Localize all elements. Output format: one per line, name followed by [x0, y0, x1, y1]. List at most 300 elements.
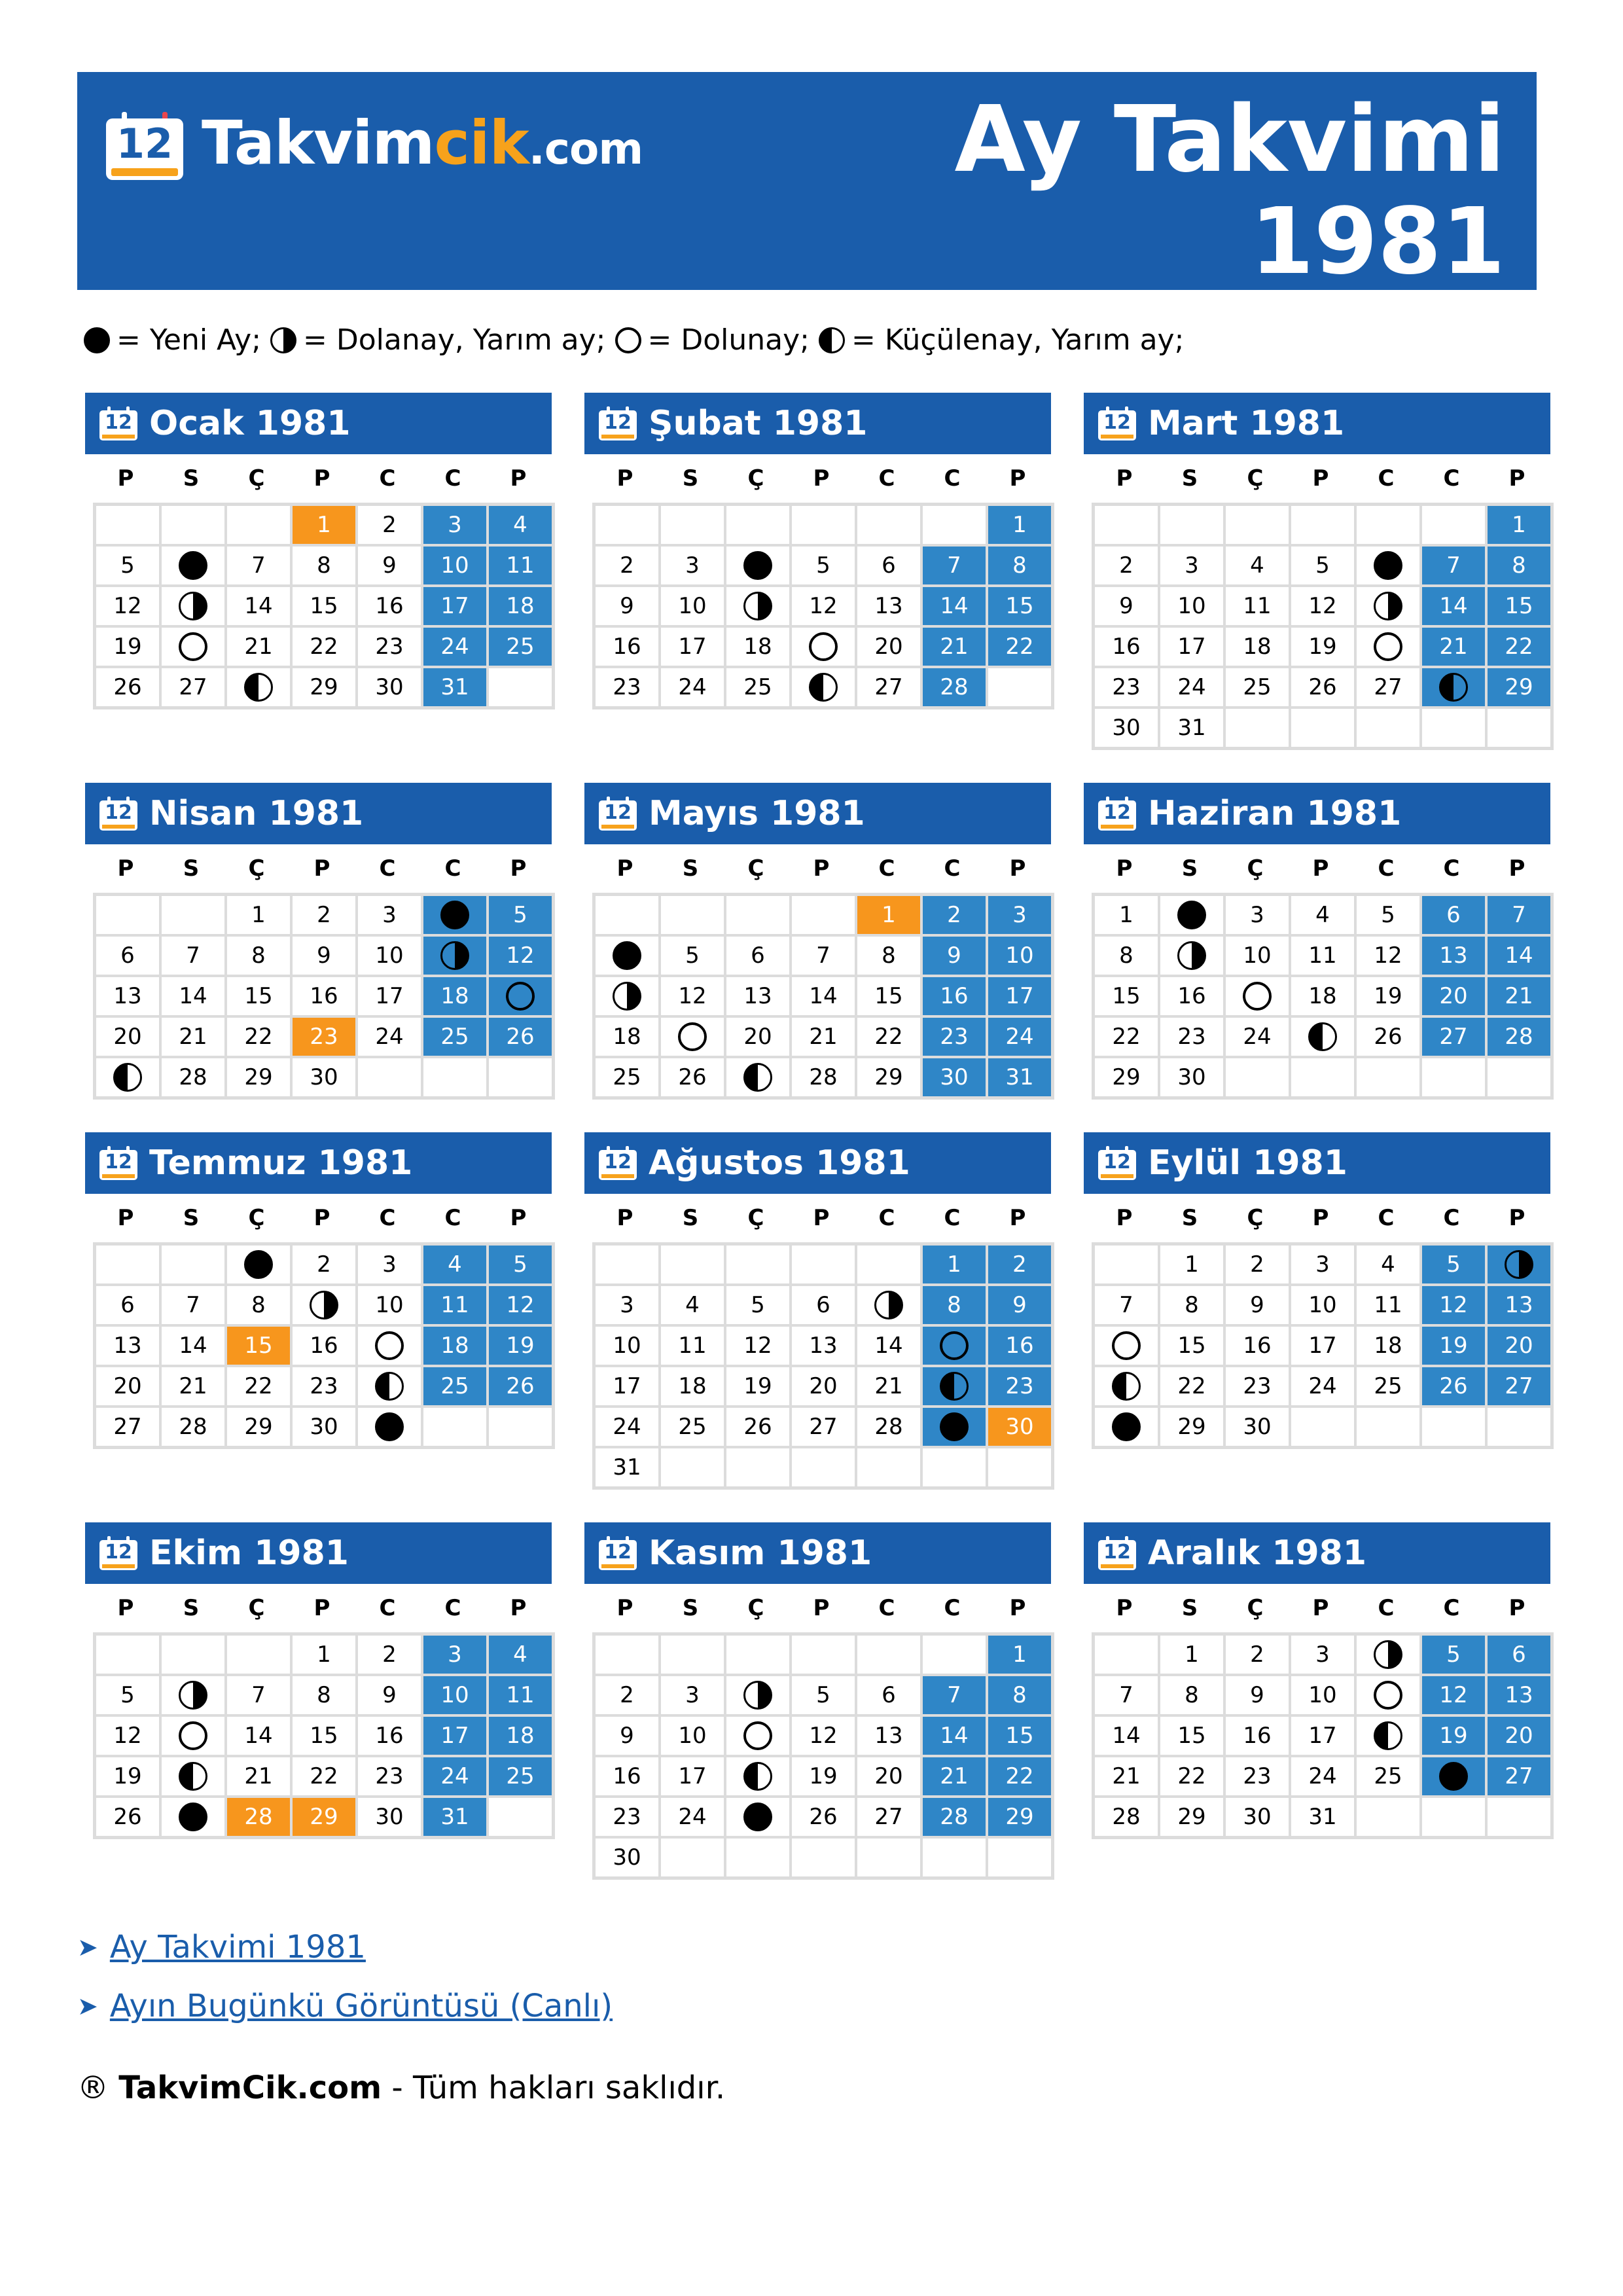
- empty-cell: [594, 505, 660, 545]
- day-cell: 17: [1159, 626, 1224, 667]
- empty-cell: [1159, 505, 1224, 545]
- logo-text-c: .com: [528, 123, 643, 174]
- day-cell: 20: [856, 626, 921, 667]
- page-title-year: 1981: [1250, 188, 1505, 295]
- day-cell: 15: [1159, 1325, 1224, 1366]
- day-cell: 20: [791, 1366, 856, 1407]
- weekday-label: Ç: [248, 465, 265, 492]
- day-cell: 23: [987, 1366, 1052, 1407]
- empty-cell: [856, 1634, 921, 1675]
- weekday-label: Ç: [248, 1595, 265, 1621]
- empty-cell: [1355, 708, 1421, 748]
- day-cell-moon: [921, 1325, 987, 1366]
- empty-cell: [921, 1447, 987, 1488]
- empty-cell: [791, 1837, 856, 1878]
- calendar-icon-number: 12: [105, 1541, 132, 1564]
- calendar-icon-number: 12: [604, 801, 632, 824]
- day-cell: 31: [1159, 708, 1224, 748]
- empty-cell: [725, 505, 791, 545]
- weekday-header: [1092, 454, 1550, 503]
- day-cell: 19: [95, 1756, 160, 1797]
- full-moon-icon: [1243, 982, 1272, 1011]
- weekday-label: C: [379, 465, 396, 492]
- day-cell: 31: [422, 1797, 488, 1837]
- day-cell: 8: [226, 1285, 291, 1325]
- day-cell: 24: [1224, 1016, 1290, 1057]
- day-cell: 3: [422, 1634, 488, 1675]
- day-cell: 21: [1094, 1756, 1159, 1797]
- day-cell-moon: [1355, 1634, 1421, 1675]
- calendar-icon: [599, 1146, 637, 1180]
- empty-cell: [725, 1244, 791, 1285]
- weekday-label: P: [1312, 1595, 1329, 1621]
- day-cell: 5: [1290, 545, 1355, 586]
- empty-cell: [725, 1447, 791, 1488]
- day-cell: 10: [660, 1715, 725, 1756]
- month-title: Nisan 1981: [149, 794, 364, 833]
- day-cell: 30: [357, 667, 422, 708]
- day-cell: 3: [1290, 1244, 1355, 1285]
- day-cell-moon: [422, 935, 488, 976]
- day-cell: 17: [987, 976, 1052, 1016]
- day-cell: 14: [856, 1325, 921, 1366]
- day-cell: 20: [1421, 976, 1486, 1016]
- day-cell: 24: [1290, 1756, 1355, 1797]
- day-cell: 26: [1355, 1016, 1421, 1057]
- day-cell: 15: [1159, 1715, 1224, 1756]
- first-quarter-moon-icon: [440, 941, 469, 970]
- day-cell: 23: [594, 1797, 660, 1837]
- day-cell: 28: [226, 1797, 291, 1837]
- day-cell: 17: [422, 1715, 488, 1756]
- logo-text: [202, 107, 643, 185]
- month-title: Eylül 1981: [1148, 1143, 1347, 1183]
- month-grid: [592, 1632, 1054, 1880]
- empty-cell: [921, 505, 987, 545]
- day-cell: 18: [1224, 626, 1290, 667]
- day-cell: 3: [660, 1675, 725, 1715]
- day-cell: 5: [660, 935, 725, 976]
- empty-cell: [987, 1447, 1052, 1488]
- day-cell: 1: [1159, 1244, 1224, 1285]
- new-moon-icon: [613, 941, 641, 970]
- weekday-header: [93, 1584, 551, 1632]
- weekday-label: C: [379, 1205, 396, 1231]
- weekday-label: P: [313, 1595, 330, 1621]
- empty-cell: [1290, 708, 1355, 748]
- month-calendar: [1084, 1132, 1550, 1449]
- calendar-icon: [599, 1536, 637, 1570]
- day-cell: 5: [95, 545, 160, 586]
- day-cell: 27: [1486, 1756, 1552, 1797]
- day-cell: 3: [422, 505, 488, 545]
- day-cell: 4: [1290, 895, 1355, 935]
- day-cell: 15: [1094, 976, 1159, 1016]
- weekday-label: C: [1378, 855, 1395, 882]
- calendar-icon-number: 12: [1103, 411, 1131, 434]
- first-quarter-moon-icon: [310, 1291, 338, 1319]
- day-cell: 9: [291, 935, 357, 976]
- empty-cell: [1486, 1057, 1552, 1098]
- month-calendar: [584, 393, 1051, 709]
- day-cell: 6: [856, 1675, 921, 1715]
- day-cell: 5: [1421, 1634, 1486, 1675]
- day-cell: 16: [1094, 626, 1159, 667]
- day-cell: 11: [1224, 586, 1290, 626]
- day-cell: 24: [660, 667, 725, 708]
- empty-cell: [791, 1447, 856, 1488]
- calendar-icon: [599, 406, 637, 440]
- weekday-label: P: [813, 465, 830, 492]
- day-cell: 28: [921, 667, 987, 708]
- day-cell: 19: [1355, 976, 1421, 1016]
- day-cell: 28: [856, 1407, 921, 1447]
- day-cell: 26: [725, 1407, 791, 1447]
- month-calendar: [85, 393, 552, 709]
- day-cell: 24: [1290, 1366, 1355, 1407]
- day-cell: 9: [1224, 1285, 1290, 1325]
- day-cell: 25: [488, 626, 553, 667]
- empty-cell: [488, 1407, 553, 1447]
- day-cell: 24: [594, 1407, 660, 1447]
- empty-cell: [1290, 1407, 1355, 1447]
- calendar-icon: [99, 1536, 137, 1570]
- weekday-label: C: [1443, 1205, 1460, 1231]
- day-cell: 19: [791, 1756, 856, 1797]
- calendar-icon-number: 12: [604, 1151, 632, 1174]
- month-title: Ocak 1981: [149, 404, 351, 443]
- day-cell-moon: [291, 1285, 357, 1325]
- weekday-label: P: [117, 1595, 134, 1621]
- day-cell: 10: [422, 545, 488, 586]
- empty-cell: [660, 895, 725, 935]
- day-cell: 21: [160, 1366, 226, 1407]
- day-cell: 18: [594, 1016, 660, 1057]
- day-cell: 4: [422, 1244, 488, 1285]
- day-cell: 29: [291, 667, 357, 708]
- day-cell: 21: [921, 1756, 987, 1797]
- day-cell: 22: [226, 1016, 291, 1057]
- site-logo[interactable]: [106, 107, 643, 182]
- full-moon-icon: [743, 1721, 772, 1750]
- day-cell: 13: [856, 586, 921, 626]
- day-cell: 22: [987, 626, 1052, 667]
- day-cell-moon: [1355, 545, 1421, 586]
- day-cell: 28: [160, 1057, 226, 1098]
- day-cell: 26: [1421, 1366, 1486, 1407]
- day-cell: 1: [987, 1634, 1052, 1675]
- day-cell: 6: [95, 1285, 160, 1325]
- page-header: [77, 72, 1537, 295]
- day-cell-moon: [1421, 1756, 1486, 1797]
- day-cell: 23: [357, 626, 422, 667]
- empty-cell: [1290, 505, 1355, 545]
- day-cell-moon: [1159, 935, 1224, 976]
- day-cell: 16: [1224, 1325, 1290, 1366]
- empty-cell: [160, 1634, 226, 1675]
- day-cell: 5: [725, 1285, 791, 1325]
- day-cell-moon: [160, 1797, 226, 1837]
- empty-cell: [488, 667, 553, 708]
- day-cell: 30: [357, 1797, 422, 1837]
- empty-cell: [1094, 1244, 1159, 1285]
- day-cell-moon: [1094, 1407, 1159, 1447]
- day-cell: 14: [1486, 935, 1552, 976]
- day-cell: 21: [856, 1366, 921, 1407]
- day-cell: 12: [488, 1285, 553, 1325]
- empty-cell: [1486, 1797, 1552, 1837]
- day-cell: 23: [1224, 1756, 1290, 1797]
- weekday-label: P: [510, 1205, 527, 1231]
- day-cell: 3: [1290, 1634, 1355, 1675]
- day-cell: 17: [594, 1366, 660, 1407]
- day-cell: 14: [921, 1715, 987, 1756]
- weekday-label: C: [878, 1205, 895, 1231]
- empty-cell: [160, 505, 226, 545]
- day-cell: 5: [1355, 895, 1421, 935]
- day-cell: 25: [1224, 667, 1290, 708]
- calendar-icon: [1098, 406, 1136, 440]
- empty-cell: [660, 505, 725, 545]
- day-cell: 24: [357, 1016, 422, 1057]
- month-grid: [1092, 893, 1554, 1100]
- day-cell: 6: [725, 935, 791, 976]
- day-cell-moon: [160, 545, 226, 586]
- day-cell-moon: [1486, 1244, 1552, 1285]
- day-cell: 27: [1486, 1366, 1552, 1407]
- day-cell: 13: [856, 1715, 921, 1756]
- empty-cell: [1224, 1057, 1290, 1098]
- new-moon-icon: [375, 1412, 404, 1441]
- empty-cell: [594, 895, 660, 935]
- moon-today-link[interactable]: Ayın Bugünkü Görüntüsü (Canlı): [109, 1988, 613, 2024]
- legend-last-quarter-label: = Küçülenay, Yarım ay;: [851, 323, 1185, 357]
- last-quarter-moon-icon: [1439, 673, 1468, 702]
- day-cell-moon: [1224, 976, 1290, 1016]
- weekday-label: P: [1508, 1595, 1525, 1621]
- weekday-label: P: [1009, 1595, 1026, 1621]
- day-cell: 21: [226, 626, 291, 667]
- weekday-label: S: [1181, 1205, 1198, 1231]
- month-title: Mart 1981: [1148, 404, 1345, 443]
- empty-cell: [791, 1244, 856, 1285]
- day-cell: 16: [987, 1325, 1052, 1366]
- day-cell-moon: [594, 976, 660, 1016]
- arrow-right-icon: ➤: [77, 1933, 98, 1962]
- first-quarter-moon-icon: [1374, 1640, 1402, 1669]
- day-cell: 7: [160, 935, 226, 976]
- month-title-bar: [584, 1522, 1051, 1584]
- new-moon-icon: [1439, 1762, 1468, 1791]
- day-cell: 3: [987, 895, 1052, 935]
- weekday-label: P: [1116, 855, 1133, 882]
- day-cell: 1: [921, 1244, 987, 1285]
- day-cell: 15: [987, 1715, 1052, 1756]
- day-cell: 17: [422, 586, 488, 626]
- empty-cell: [1421, 1797, 1486, 1837]
- calendar-icon-number: 12: [604, 411, 632, 434]
- day-cell: 28: [921, 1797, 987, 1837]
- first-quarter-moon-icon: [874, 1291, 903, 1319]
- day-cell: 20: [95, 1016, 160, 1057]
- day-cell: 14: [1094, 1715, 1159, 1756]
- day-cell: 9: [921, 935, 987, 976]
- month-title-bar: [1084, 1132, 1550, 1194]
- day-cell: 27: [856, 667, 921, 708]
- day-cell: 9: [1224, 1675, 1290, 1715]
- day-cell: 4: [1224, 545, 1290, 586]
- empty-cell: [1094, 1634, 1159, 1675]
- day-cell: 26: [660, 1057, 725, 1098]
- empty-cell: [226, 505, 291, 545]
- day-cell: 8: [1159, 1285, 1224, 1325]
- weekday-label: C: [944, 1595, 961, 1621]
- logo-text-a: Takvim: [202, 107, 435, 178]
- day-cell: 30: [594, 1837, 660, 1878]
- full-moon-icon: [506, 982, 535, 1011]
- day-cell: 7: [1094, 1675, 1159, 1715]
- day-cell: 21: [1421, 626, 1486, 667]
- day-cell: 14: [1421, 586, 1486, 626]
- weekday-header: [1092, 844, 1550, 893]
- day-cell: 10: [1159, 586, 1224, 626]
- weekday-label: S: [1181, 855, 1198, 882]
- day-cell: 16: [357, 586, 422, 626]
- month-title-bar: [584, 393, 1051, 454]
- day-cell: 1: [987, 505, 1052, 545]
- day-cell: 12: [660, 976, 725, 1016]
- weekday-label: P: [510, 855, 527, 882]
- weekday-header: [93, 844, 551, 893]
- day-cell-moon: [1355, 586, 1421, 626]
- day-cell: 16: [594, 626, 660, 667]
- empty-cell: [1355, 1407, 1421, 1447]
- weekday-label: C: [878, 465, 895, 492]
- day-cell: 14: [226, 1715, 291, 1756]
- empty-cell: [660, 1634, 725, 1675]
- day-cell: 7: [226, 1675, 291, 1715]
- day-cell: 1: [856, 895, 921, 935]
- calendar-icon-number: 12: [105, 801, 132, 824]
- month-calendar: [584, 783, 1051, 1100]
- month-title-bar: [1084, 1522, 1550, 1584]
- day-cell: 22: [856, 1016, 921, 1057]
- day-cell: 1: [291, 505, 357, 545]
- month-title: Aralık 1981: [1148, 1534, 1367, 1573]
- empty-cell: [1355, 1057, 1421, 1098]
- empty-cell: [422, 1057, 488, 1098]
- day-cell: 23: [357, 1756, 422, 1797]
- month-title: Mayıs 1981: [649, 794, 865, 833]
- last-quarter-moon-icon: [809, 673, 838, 702]
- day-cell: 6: [1486, 1634, 1552, 1675]
- moon-legend: [84, 321, 1193, 360]
- day-cell: 20: [725, 1016, 791, 1057]
- weekday-header: [93, 1194, 551, 1242]
- day-cell: 5: [95, 1675, 160, 1715]
- weekday-label: P: [616, 1205, 633, 1231]
- day-cell: 10: [660, 586, 725, 626]
- day-cell: 8: [921, 1285, 987, 1325]
- day-cell: 10: [357, 935, 422, 976]
- month-title-bar: [1084, 783, 1550, 844]
- day-cell: 9: [1094, 586, 1159, 626]
- weekday-label: P: [616, 465, 633, 492]
- day-cell: 15: [226, 976, 291, 1016]
- day-cell: 10: [357, 1285, 422, 1325]
- day-cell: 11: [488, 1675, 553, 1715]
- weekday-header: [592, 1194, 1050, 1242]
- weekday-label: P: [313, 465, 330, 492]
- day-cell: 16: [291, 1325, 357, 1366]
- day-cell: 26: [488, 1366, 553, 1407]
- day-cell: 8: [291, 1675, 357, 1715]
- day-cell: 5: [791, 1675, 856, 1715]
- weekday-label: P: [117, 465, 134, 492]
- weekday-label: P: [1116, 465, 1133, 492]
- month-grid: [1092, 1242, 1554, 1449]
- day-cell: 20: [856, 1756, 921, 1797]
- day-cell: 8: [226, 935, 291, 976]
- month-grid: [93, 893, 555, 1100]
- day-cell: 25: [725, 667, 791, 708]
- month-title-bar: [85, 393, 552, 454]
- day-cell-moon: [422, 895, 488, 935]
- day-cell: 13: [1421, 935, 1486, 976]
- day-cell: 16: [594, 1756, 660, 1797]
- weekday-label: P: [117, 1205, 134, 1231]
- day-cell: 7: [1094, 1285, 1159, 1325]
- day-cell: 14: [921, 586, 987, 626]
- empty-cell: [95, 505, 160, 545]
- month-title: Kasım 1981: [649, 1534, 872, 1573]
- day-cell: 18: [488, 1715, 553, 1756]
- day-cell: 29: [291, 1797, 357, 1837]
- calendar-icon-number: 12: [1103, 801, 1131, 824]
- day-cell-moon: [1290, 1016, 1355, 1057]
- day-cell: 29: [1486, 667, 1552, 708]
- day-cell: 23: [1224, 1366, 1290, 1407]
- weekday-label: P: [313, 855, 330, 882]
- day-cell-moon: [160, 1756, 226, 1797]
- weekday-label: P: [813, 1595, 830, 1621]
- empty-cell: [1224, 708, 1290, 748]
- footer-brand: TakvimCik.com: [118, 2070, 382, 2106]
- month-title-bar: [85, 1132, 552, 1194]
- month-calendar: [85, 783, 552, 1100]
- day-cell: 29: [226, 1407, 291, 1447]
- moon-calendar-link[interactable]: Ay Takvimi 1981: [109, 1929, 366, 1965]
- arrow-right-icon: ➤: [77, 1992, 98, 2020]
- day-cell: 28: [791, 1057, 856, 1098]
- new-moon-icon: [1177, 901, 1206, 929]
- day-cell-moon: [357, 1366, 422, 1407]
- empty-cell: [921, 1634, 987, 1675]
- day-cell-moon: [1094, 1366, 1159, 1407]
- day-cell: 29: [1159, 1797, 1224, 1837]
- weekday-label: Ç: [747, 855, 764, 882]
- first-quarter-moon-icon: [1177, 941, 1206, 970]
- calendar-icon-number: 12: [105, 1151, 132, 1174]
- day-cell: 21: [226, 1756, 291, 1797]
- empty-cell: [95, 1244, 160, 1285]
- day-cell-moon: [160, 1675, 226, 1715]
- page-title: [954, 86, 1505, 295]
- day-cell: 29: [1159, 1407, 1224, 1447]
- empty-cell: [1355, 1797, 1421, 1837]
- day-cell: 7: [921, 545, 987, 586]
- day-cell: 7: [921, 1675, 987, 1715]
